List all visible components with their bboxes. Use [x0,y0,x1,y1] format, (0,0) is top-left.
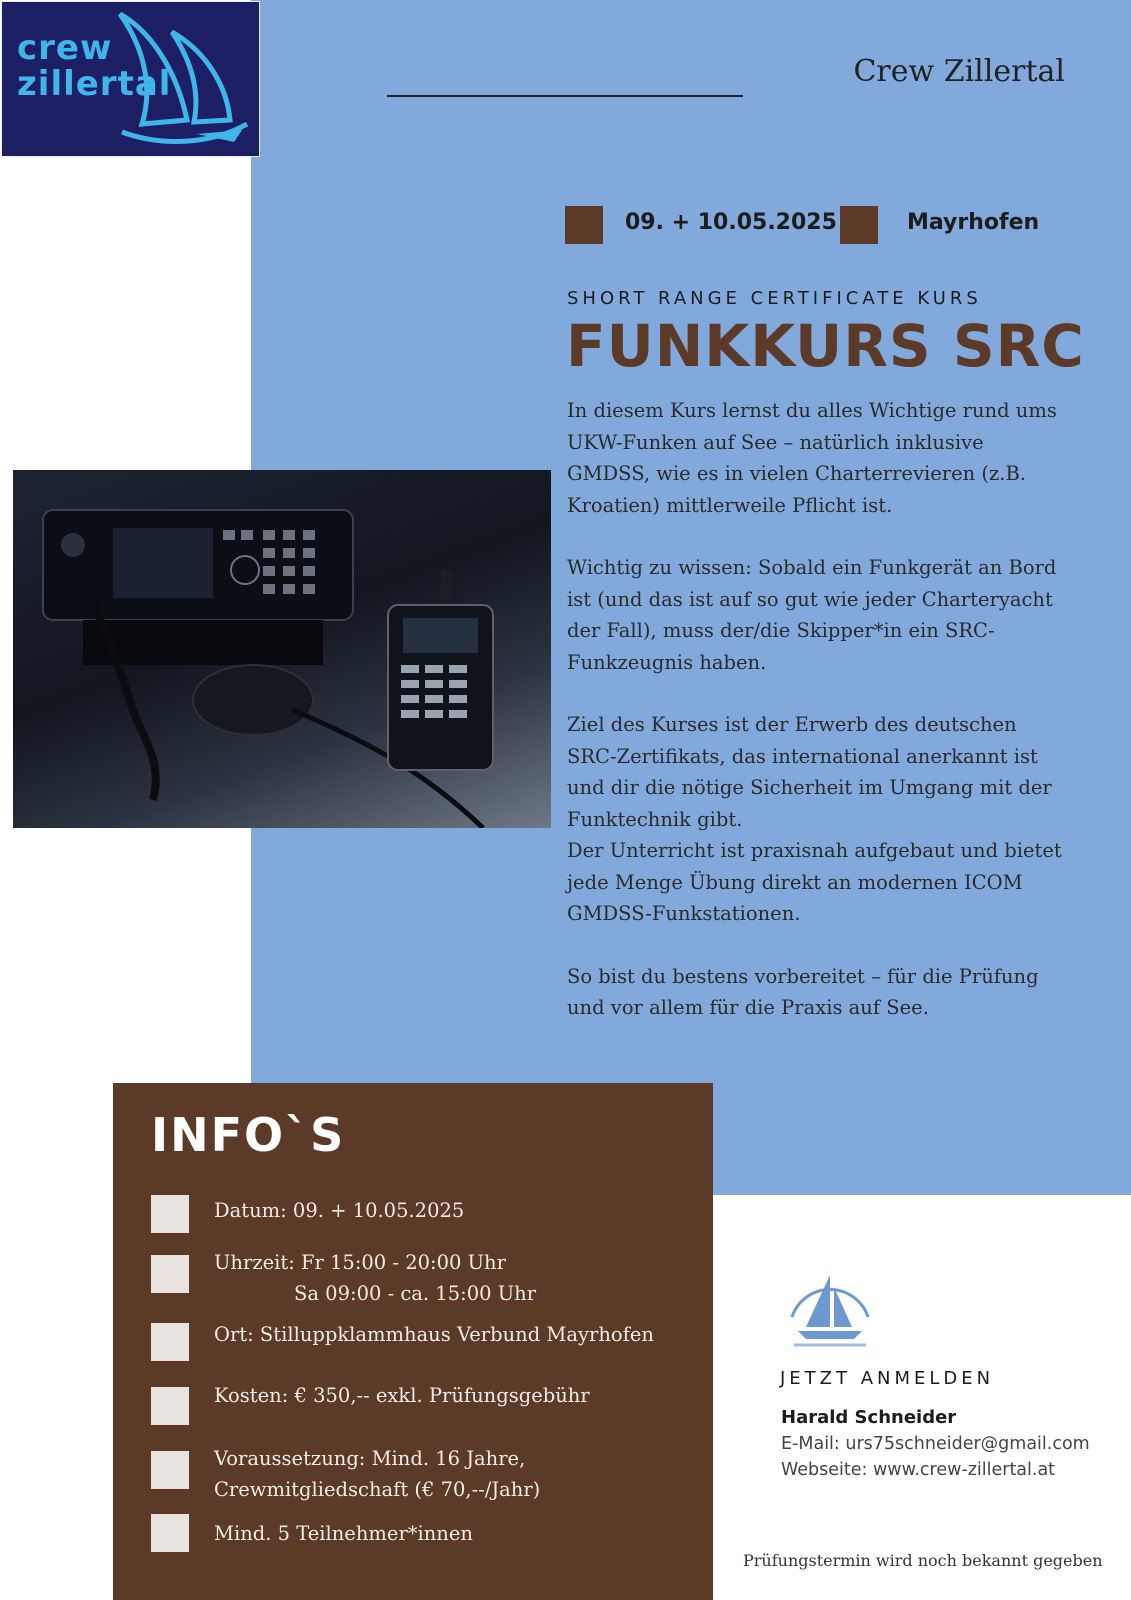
info-bullet-square [151,1323,189,1361]
header-rule [387,95,743,97]
description-paragraph: Der Unterricht ist praxisnah aufgebaut und bietet jede Menge Übung direkt an modernen ICOM GMDSS-Funkstationen. [567,839,1062,925]
info-voraussetzung-line2: Crewmitgliedschaft (€ 70,--/Jahr) [214,1478,541,1501]
logo-word-crew: crew [17,28,113,68]
contact-name: Harald Schneider [781,1407,957,1428]
info-teilnehmer: Mind. 5 Teilnehmer*innen [214,1522,473,1545]
course-description [567,395,1067,1055]
info-title: INFO`S [151,1108,346,1162]
info-kosten: Kosten: € 350,-- exkl. Prüfungsgebühr [214,1384,590,1407]
description-paragraph: In diesem Kurs lernst du alles Wichtige rund ums UKW-Funken auf See – natürlich inklusive GMDSS, wie es in vielen Charterrevieren (z.B. Kroatien) mittlerweile Pflicht ist. [567,399,1057,517]
description-paragraph: Ziel des Kurses ist der Erwerb des deutschen SRC-Zertifikats, das international anerkannt ist und dir die nötige Sicherheit im Umgang mit der Funktechnik gibt. [567,713,1052,831]
logo-word-zillertal: zillertal [17,64,172,104]
info-ort: Ort: Stilluppklammhaus Verbund Mayrhofen [214,1323,654,1346]
register-label: JETZT ANMELDEN [780,1368,995,1389]
info-bullet-square [151,1387,189,1425]
info-bullet-square [151,1195,189,1233]
description-paragraph: Wichtig zu wissen: Sobald ein Funkgerät an Bord ist (und das ist auf so gut wie jeder Charteryacht der Fall), muss der/die Skipper*in ein SRC-Funkzeugnis haben. [567,556,1057,674]
info-bullet-square [151,1451,189,1489]
brand-name: Crew Zillertal [853,54,1065,89]
event-date: 09. + 10.05.2025 [625,210,837,235]
contact-website[interactable]: Webseite: www.crew-zillertal.at [781,1460,1056,1480]
info-uhrzeit-line1: Uhrzeit: Fr 15:00 - 20:00 Uhr [214,1251,506,1274]
contact-email[interactable]: E-Mail: urs75schneider@gmail.com [781,1434,1090,1454]
crew-zillertal-logo [1,1,260,157]
date-marker-square [565,206,603,244]
info-datum: Datum: 09. + 10.05.2025 [214,1199,465,1222]
radio-equipment-photo [13,470,551,828]
sailboat-badge-icon [780,1265,880,1359]
course-title: FUNKKURS SRC [566,312,1085,380]
course-subtitle: SHORT RANGE CERTIFICATE KURS [567,288,982,309]
info-box [113,1083,713,1600]
exam-date-note: Prüfungstermin wird noch bekannt gegeben [743,1551,1103,1570]
info-voraussetzung-line1: Voraussetzung: Mind. 16 Jahre, [214,1447,526,1470]
info-bullet-square [151,1514,189,1552]
info-bullet-square [151,1255,189,1293]
event-place: Mayrhofen [907,210,1040,235]
place-marker-square [840,206,878,244]
description-paragraph: So bist du bestens vorbereitet – für die Prüfung und vor allem für die Praxis auf See. [567,964,1039,1019]
info-uhrzeit-line2: Sa 09:00 - ca. 15:00 Uhr [294,1282,537,1305]
